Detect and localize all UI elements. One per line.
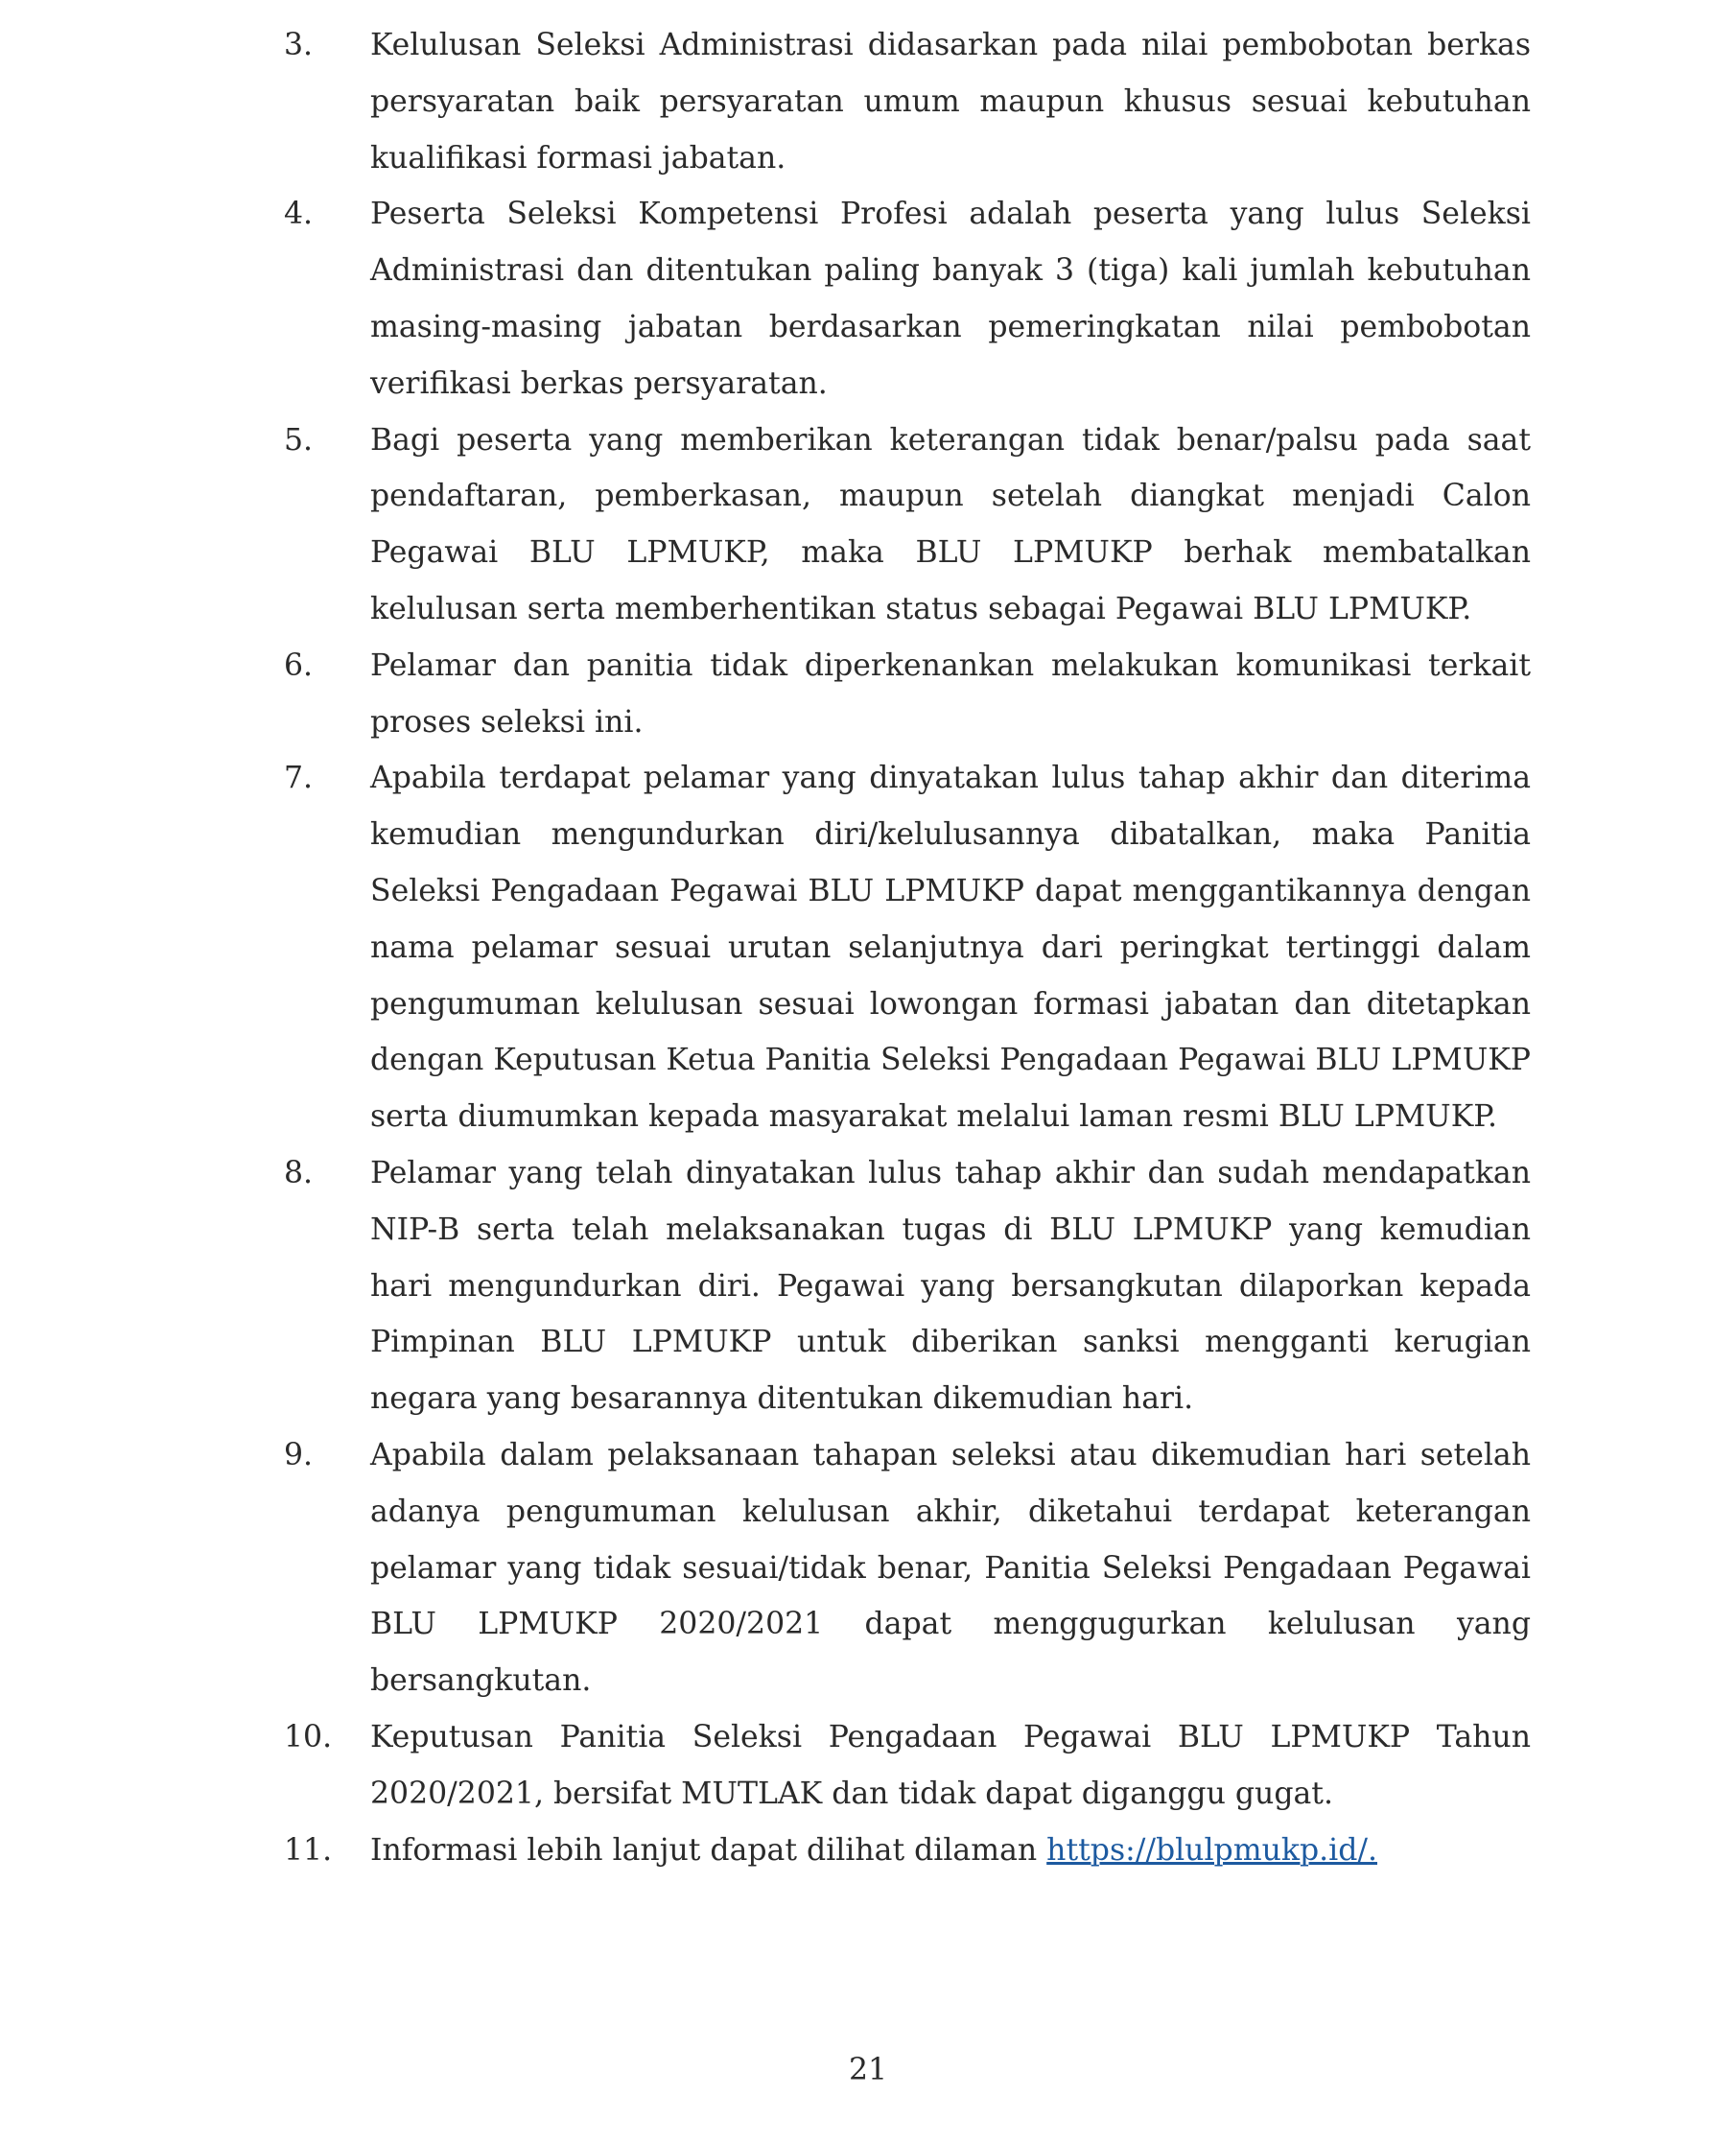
list-item-text: Bagi peserta yang memberikan keterangan tidak benar/palsu pada saat pendaftaran, pemberkasan, maupun setelah diangkat menjadi Calon Pegawai BLU LPMUKP, maka BLU LPMUKP berhak membatalkan kelulusan serta memberhentikan status sebagai Pegawai BLU LPMUKP. bbox=[370, 422, 1531, 626]
list-item-number: 3. bbox=[284, 28, 314, 62]
list-item bbox=[284, 750, 1531, 1145]
list-item bbox=[284, 412, 1531, 638]
info-text: Informasi lebih lanjut dapat dilihat dilaman bbox=[370, 1832, 1047, 1868]
list-item bbox=[284, 1709, 1531, 1823]
list-item-info bbox=[284, 1823, 1531, 1879]
list-item bbox=[284, 1427, 1531, 1709]
page-number: 21 bbox=[848, 2053, 888, 2087]
list-item-number: 4. bbox=[284, 197, 314, 232]
list-item-text: Kelulusan Seleksi Administrasi didasarkan pada nilai pembobotan berkas persyaratan baik persyaratan umum maupun khusus sesuai kebutuhan kualifikasi formasi jabatan. bbox=[370, 28, 1531, 176]
list-item bbox=[284, 17, 1531, 186]
list-item bbox=[284, 638, 1531, 751]
list-item-text: Peserta Seleksi Kompetensi Profesi adalah peserta yang lulus Seleksi Administrasi dan ditentukan paling banyak 3 (tiga) kali jumlah kebutuhan masing-masing jabatan berdasarkan pemeringkatan nilai pembobotan verifikasi berkas persyaratan. bbox=[370, 197, 1531, 401]
list-item-text: Keputusan Panitia Seleksi Pengadaan Pegawai BLU LPMUKP Tahun 2020/2021, bersifat MUTLAK dan tidak dapat diganggu gugat. bbox=[370, 1719, 1531, 1811]
numbered-list bbox=[284, 17, 1531, 1878]
website-link[interactable]: https://blulpmukp.id/. bbox=[1046, 1832, 1377, 1868]
list-item-number: 8. bbox=[284, 1155, 314, 1190]
list-item bbox=[284, 186, 1531, 412]
list-item-number: 10. bbox=[284, 1719, 333, 1754]
list-item-number: 9. bbox=[284, 1437, 314, 1472]
list-item-text: Apabila dalam pelaksanaan tahapan seleksi atau dikemudian hari setelah adanya pengumuman kelulusan akhir, diketahui terdapat keterangan pelamar yang tidak sesuai/tidak benar, Panitia Seleksi Pengadaan Pegawai BLU LPMUKP 2020/2021 dapat menggugurkan kelulusan yang bersangkutan. bbox=[370, 1437, 1531, 1699]
list-item-number: 6. bbox=[284, 647, 314, 683]
list-item-number: 11. bbox=[284, 1832, 333, 1868]
list-item-text: Apabila terdapat pelamar yang dinyatakan lulus tahap akhir dan diterima kemudian mengundurkan diri/kelulusannya dibatalkan, maka Panitia Seleksi Pengadaan Pegawai BLU LPMUKP dapat menggantikannya dengan nama pelamar sesuai urutan selanjutnya dari peringkat tertinggi dalam pengumuman kelulusan sesuai lowongan formasi jabatan dan ditetapkan dengan Keputusan Ketua Panitia Seleksi Pengadaan Pegawai BLU LPMUKP serta diumumkan kepada masyarakat melalui laman resmi BLU LPMUKP. bbox=[370, 761, 1531, 1135]
list-item-number: 5. bbox=[284, 422, 314, 458]
list-item-text bbox=[370, 1823, 1531, 1879]
list-item bbox=[284, 1145, 1531, 1427]
list-item-number: 7. bbox=[284, 761, 314, 796]
list-item-text: Pelamar dan panitia tidak diperkenankan melakukan komunikasi terkait proses seleksi ini. bbox=[370, 647, 1531, 740]
list-item-text: Pelamar yang telah dinyatakan lulus tahap akhir dan sudah mendapatkan NIP-B serta telah melaksanakan tugas di BLU LPMUKP yang kemudian hari mengundurkan diri. Pegawai yang bersangkutan dilaporkan kepada Pimpinan BLU LPMUKP untuk diberikan sanksi mengganti kerugian negara yang besarannya ditentukan dikemudian hari. bbox=[370, 1155, 1531, 1417]
